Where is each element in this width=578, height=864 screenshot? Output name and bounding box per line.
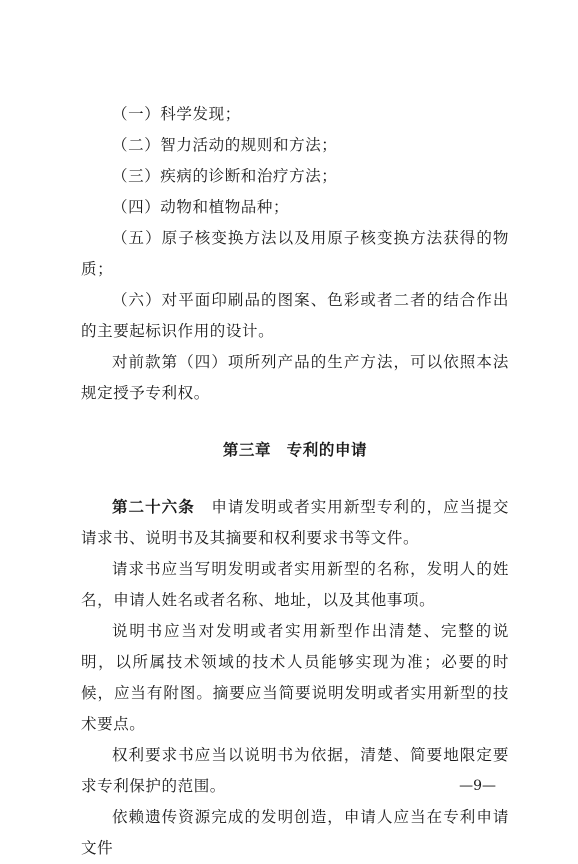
document-body [81, 99, 509, 864]
chapter-title: 专利的申请 [286, 441, 368, 459]
list-item-3: （三）疾病的诊断和治疗方法； [112, 167, 338, 185]
paragraph-genetic-resources: 依赖遗传资源完成的发明创造，申请人应当在专利申请文件 [81, 808, 509, 857]
paragraph-claims: 权利要求书应当以说明书为依据，清楚、简要地限定要求专利保护的范围。 [81, 746, 509, 795]
list-item-4: （四）动物和植物品种； [112, 198, 290, 216]
page-number: —9— [459, 778, 496, 794]
list-item-2: （二）智力活动的规则和方法； [112, 136, 338, 154]
paragraph-request: 请求书应当写明发明或者实用新型的名称，发明人的姓名，申请人姓名或者名称、地址，以及其他事项。 [81, 560, 509, 609]
list-item-5: （五）原子核变换方法以及用原子核变换方法获得的物质； [81, 229, 509, 278]
article-label: 第二十六条 [112, 498, 195, 516]
article-paragraph [81, 492, 509, 554]
paragraph-description: 说明书应当对发明或者实用新型作出清楚、完整的说明，以所属技术领域的技术人员能够实现为准；必要的时候，应当有附图。摘要应当简要说明发明或者实用新型的技术要点。 [81, 622, 509, 733]
note-paragraph: 对前款第（四）项所列产品的生产方法，可以依照本法规定授予专利权。 [81, 353, 509, 402]
list-item-6: （六）对平面印刷品的图案、色彩或者二者的结合作出的主要起标识作用的设计。 [81, 291, 509, 340]
chapter-heading [81, 435, 509, 466]
article-text: 申请发明或者实用新型专利的，应当提交请求书、说明书及其摘要和权利要求书等文件。 [81, 498, 509, 547]
list-item-1: （一）科学发现； [112, 105, 241, 123]
chapter-number: 第三章 [222, 441, 272, 459]
